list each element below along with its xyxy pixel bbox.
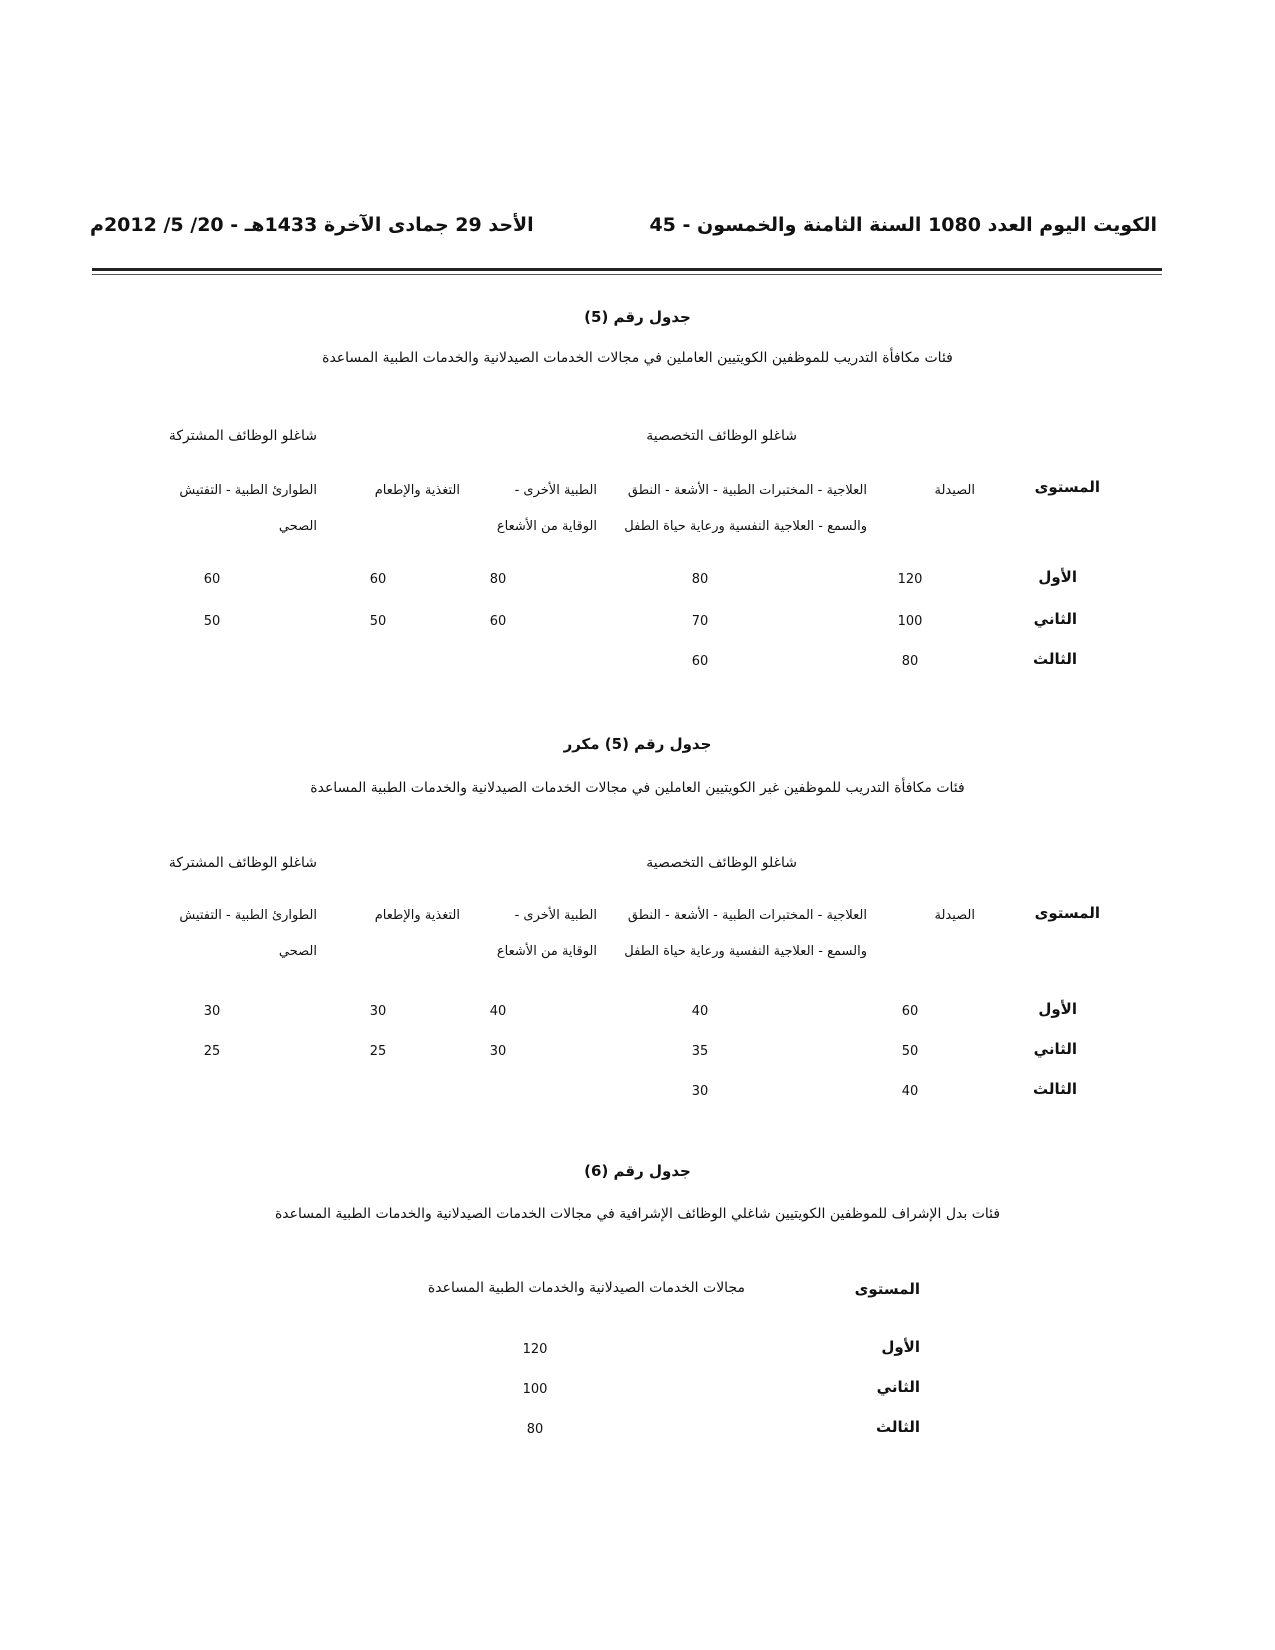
table-6-col-level: المستوى [854,1280,920,1298]
table-6-number: جدول رقم (6) [584,1162,691,1180]
table-5-bis-col-nutrition: التغذية والإطعام [374,908,460,923]
table-5-bis-row-1-nutrition: 30 [369,1004,387,1019]
table-5-row-1-therapy: 80 [691,572,709,587]
table-5-bis-row-1-therapy: 40 [691,1004,709,1019]
page-header-issue: الكويت اليوم العدد 1080 السنة الثامنة والخمسون - 45 [649,214,1157,236]
table-6-row-2-level: الثاني [876,1378,920,1396]
table-5-row-3-pharmacy: 80 [901,654,919,669]
table-5-number: جدول رقم (5) [584,308,691,326]
table-5-col-level: المستوى [1034,478,1100,496]
table-5-bis-row-3-pharmacy: 40 [901,1084,919,1099]
table-5-col-therapy: العلاجية - المختبرات الطبية - الأشعة - النطق والسمع - العلاجية النفسية ورعاية حياة الطفل [624,483,867,534]
table-5-bis-row-1-level: الأول [1038,1000,1077,1018]
table-5-row-2-nutrition: 50 [369,614,387,629]
table-6-row-1-level: الأول [881,1338,920,1356]
header-rule [92,268,1162,271]
table-5-bis-row-3-therapy: 30 [691,1084,709,1099]
table-6-row-2-value: 100 [522,1382,548,1397]
table-5-col-nutrition: التغذية والإطعام [374,483,460,498]
table-5-row-2-emergency: 50 [203,614,221,629]
table-5-bis-row-2-level: الثاني [1033,1040,1077,1058]
table-5-col-other: الطبية الأخرى - الوقاية من الأشعاع [496,483,597,534]
table-5-row-3-therapy: 60 [691,654,709,669]
table-5-bis-row-1-other: 40 [489,1004,507,1019]
table-5-row-2-therapy: 70 [691,614,709,629]
table-5-row-1-other: 80 [489,572,507,587]
table-5-row-1-nutrition: 60 [369,572,387,587]
table-5-row-2-other: 60 [489,614,507,629]
table-5-bis-row-2-emergency: 25 [203,1044,221,1059]
table-5-bis-row-2-other: 30 [489,1044,507,1059]
table-5-bis-group-shared: شاغلو الوظائف المشتركة [168,855,317,871]
table-5-row-2-level: الثاني [1033,610,1077,628]
table-6-title: فئات بدل الإشراف للموظفين الكويتيين شاغلي الوظائف الإشرافية في مجالات الخدمات الصيدلانية والخدمات الطبية المساعدة [274,1206,1001,1222]
page-header-date: الأحد 29 جمادى الآخرة 1433هـ - 20/ 5/ 2012م [90,214,534,236]
table-5-row-1-pharmacy: 120 [897,572,923,587]
table-5-bis-row-3-level: الثالث [1032,1080,1077,1098]
table-5-bis-col-level: المستوى [1034,904,1100,922]
table-5-col-pharmacy: الصيدلة [934,483,975,498]
table-5-row-1-emergency: 60 [203,572,221,587]
table-5-bis-title: فئات مكافأة التدريب للموظفين غير الكويتيين العاملين في مجالات الخدمات الصيدلانية والخدمات الطبية المساعدة [310,780,965,796]
table-6-row-3-value: 80 [526,1422,544,1437]
table-5-group-shared: شاغلو الوظائف المشتركة [168,428,317,444]
table-5-bis-col-other: الطبية الأخرى - الوقاية من الأشعاع [496,908,597,959]
table-5-bis-row-1-pharmacy: 60 [901,1004,919,1019]
table-5-col-emergency: الطوارئ الطبية - التفتيش الصحي [179,483,317,534]
table-5-bis-group-specialized: شاغلو الوظائف التخصصية [646,855,797,871]
table-5-bis-row-2-nutrition: 25 [369,1044,387,1059]
table-6-row-1-value: 120 [522,1342,548,1357]
table-5-group-specialized: شاغلو الوظائف التخصصية [646,428,797,444]
header-rule-thin [92,274,1162,275]
table-5-bis-row-1-emergency: 30 [203,1004,221,1019]
table-5-bis-row-2-pharmacy: 50 [901,1044,919,1059]
table-5-row-2-pharmacy: 100 [897,614,923,629]
table-5-bis-col-therapy: العلاجية - المختبرات الطبية - الأشعة - النطق والسمع - العلاجية النفسية ورعاية حياة الطفل [624,908,867,959]
table-5-row-1-level: الأول [1038,568,1077,586]
table-5-bis-row-2-therapy: 35 [691,1044,709,1059]
table-5-title: فئات مكافأة التدريب للموظفين الكويتيين العاملين في مجالات الخدمات الصيدلانية والخدمات الطبية المساعدة [322,350,953,366]
table-5-bis-col-pharmacy: الصيدلة [934,908,975,923]
table-6-col-fields: مجالات الخدمات الصيدلانية والخدمات الطبية المساعدة [427,1280,745,1296]
table-6-row-3-level: الثالث [875,1418,920,1436]
table-5-row-3-level: الثالث [1032,650,1077,668]
table-5-bis-number: جدول رقم (5) مكرر [563,735,712,753]
table-5-bis-col-emergency: الطوارئ الطبية - التفتيش الصحي [179,908,317,959]
